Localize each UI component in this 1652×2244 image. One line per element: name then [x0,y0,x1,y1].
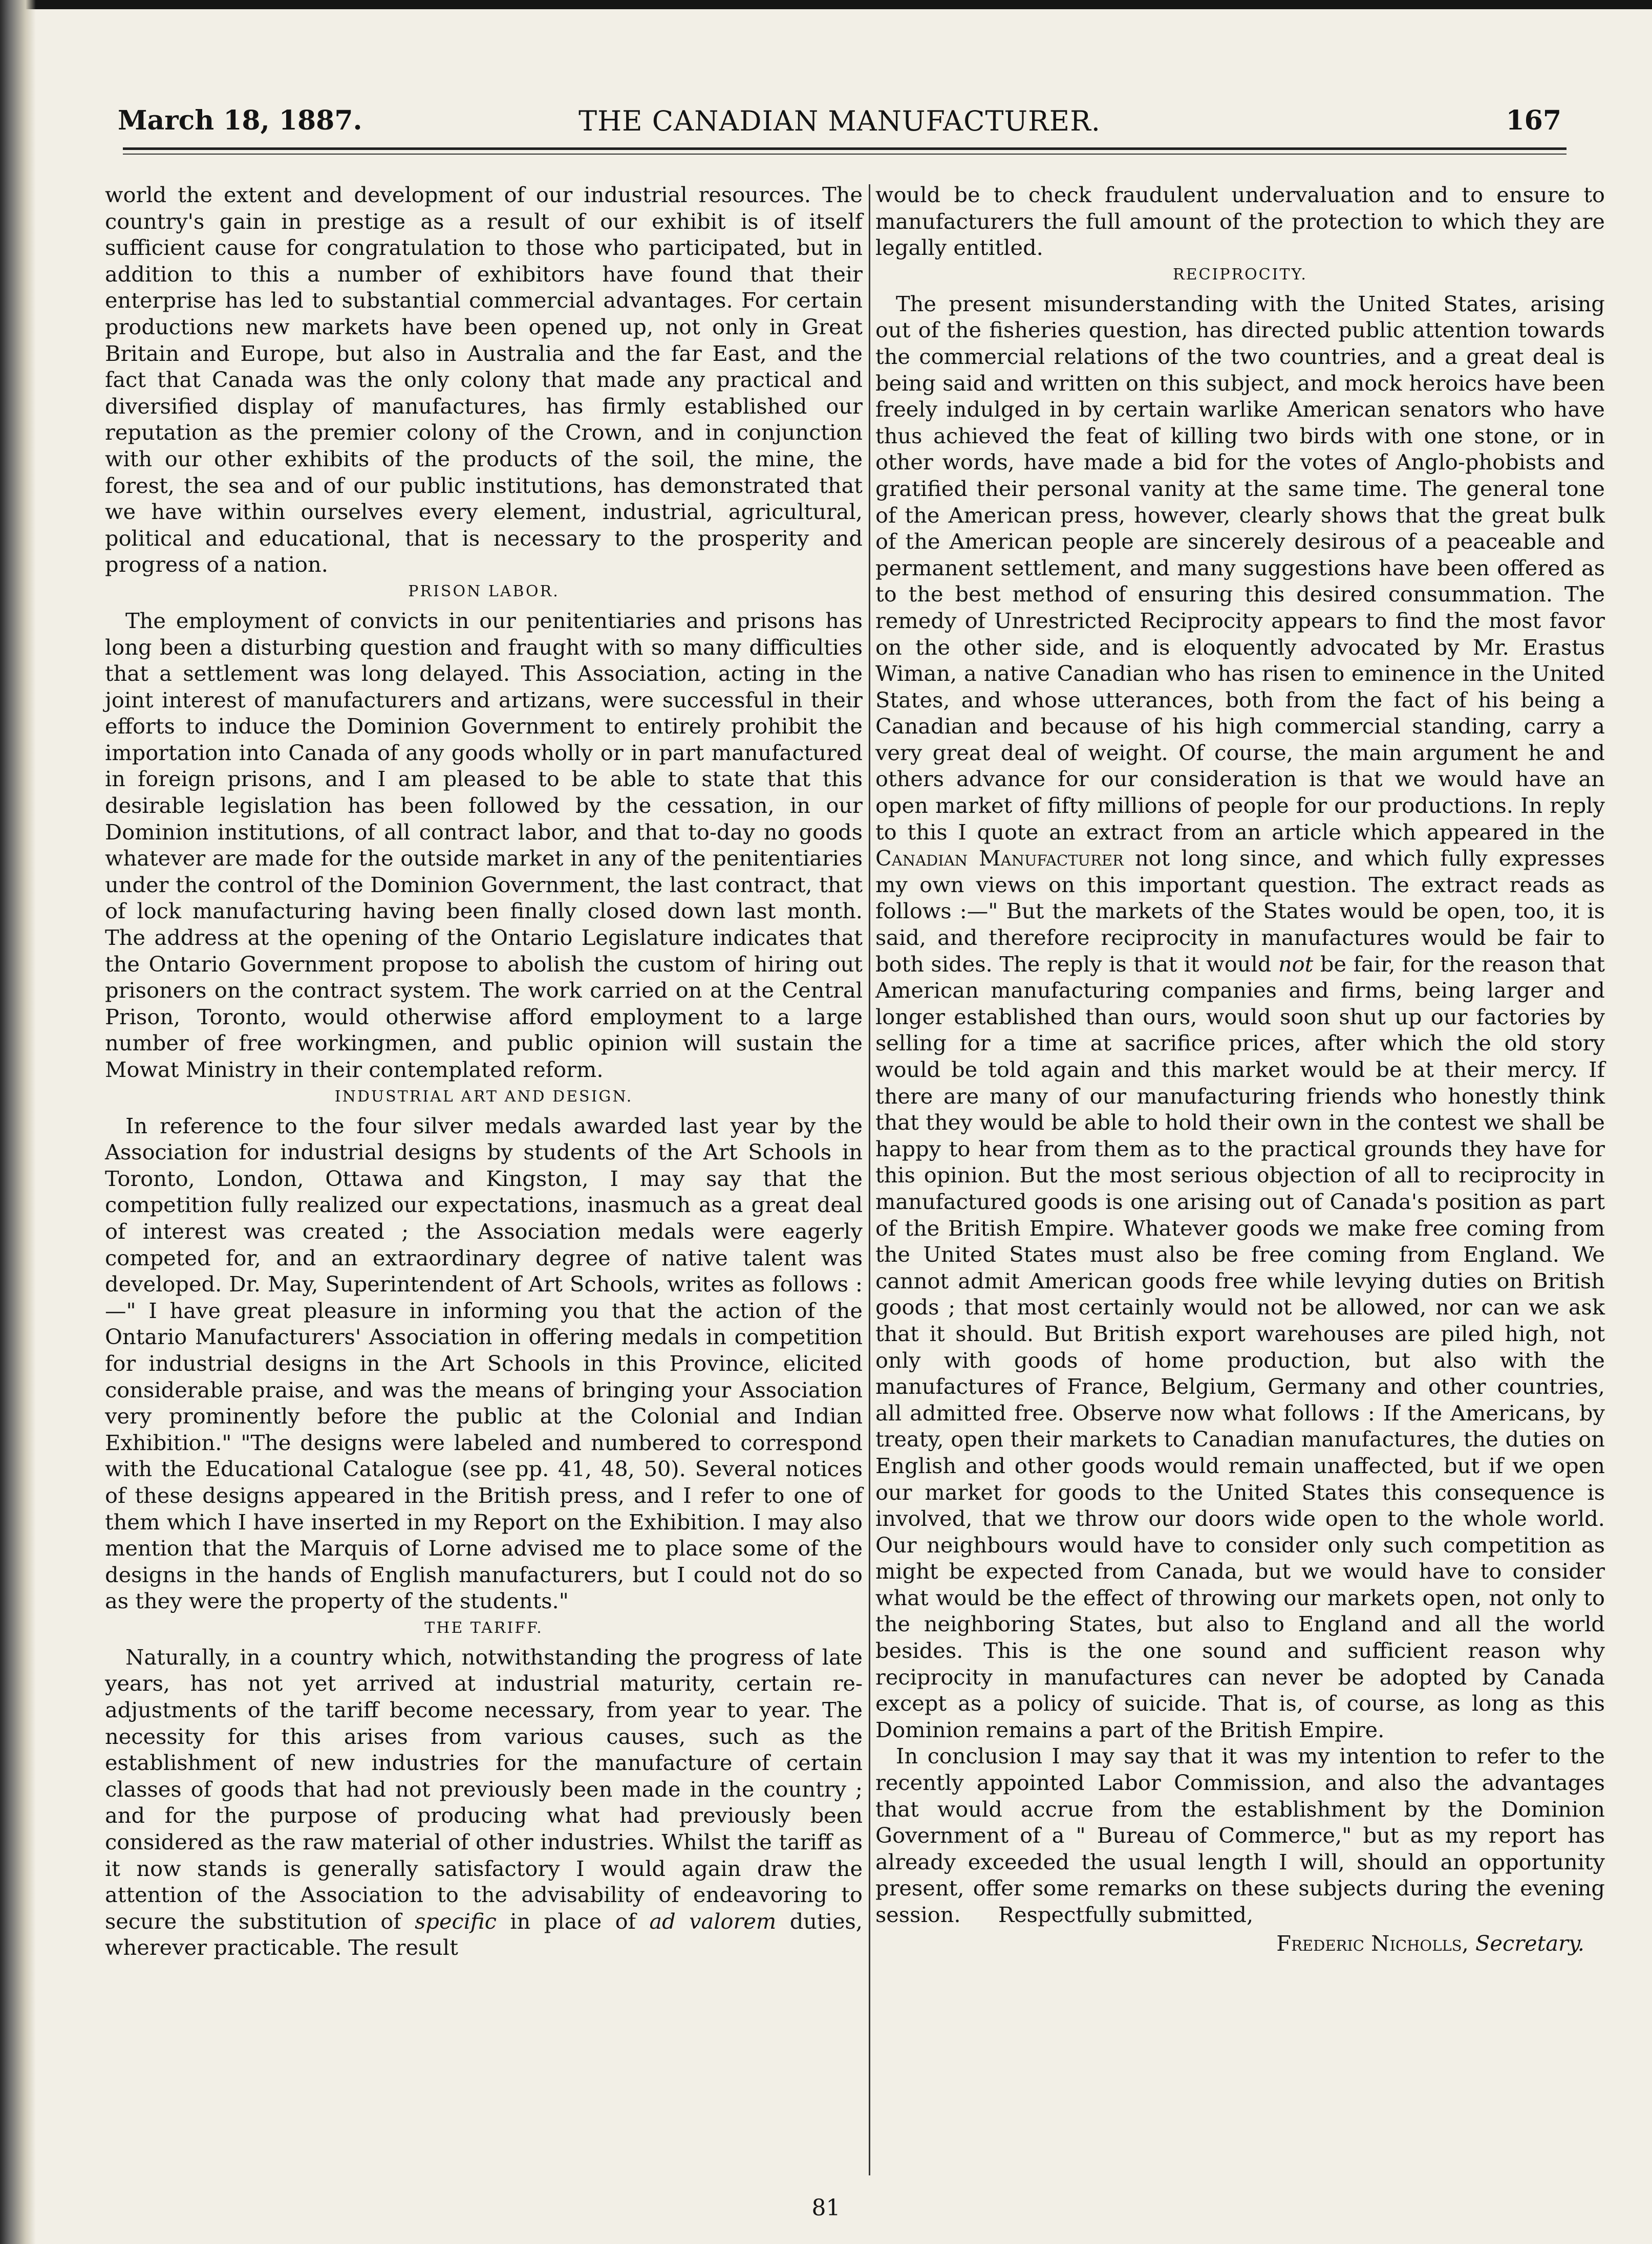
header-rule-thin [123,154,1567,155]
right-column [875,182,1605,1956]
section-heading-prison-labor: PRISON LABOR. [408,582,560,600]
paragraph-prison-labor: The employment of convicts in our penitentiaries and prisons has long been a disturbing question and fraught with so many difficulties that a settlement was long delayed. This Association, acting in the joint interest of manufacturers and artizans, were successful in their efforts to induce the Dominion Government to entirely prohibit the importation into Canada of any goods wholly or in part manufactured in foreign prisons, and I am pleased to be able to state that this desirable legislation has been followed by the cessation, in our Dominion institutions, of all contract labor, and that to-day no goods whatever are made for the outside market in any of the penitentiaries under the control of the Dominion Government, the last contract, that of lock manufacturing having been finally closed down last month. The address at the opening of the Ontario Legislature indicates that the Ontario Government propose to abolish the custom of hiring out prisoners on the contract system. The work carried on at the Central Prison, Toronto, would otherwise afford employment to a large number of free workingmen, and public opinion will sustain the Mowat Ministry in their contemplated reform. [105,608,863,1082]
paragraph-conclusion: In conclusion I may say that it was my intention to refer to the recently appointed Labor Commission, and also the advantages that would accrue from the establishment by the Dominion Government of a " Bureau of Commerce," but as my report has already exceeded the usual length I will, should an opportunity present, offer some remarks on these subjects during the evening session. Respectfully submitted, [875,1743,1605,1927]
section-heading-reciprocity: RECIPROCITY. [1173,265,1307,284]
signature: Frederic Nicholls, Secretary. [1276,1930,1584,1956]
scan-top-edge [0,0,1652,9]
paragraph-tariff: Naturally, in a country which, notwithstanding the progress of late years, has not yet arrived at industrial maturity, certain re-adjustments of the tariff become necessary, from year to year. The necessity for this arises from various causes, such as the establishment of new industries for the manufacture of certain classes of goods that had not previously been made in the country ; and for the purpose of producing what had previously been considered as the raw material of other industries. Whilst the tariff as it now stands is generally satisfactory I would again draw the attention of the Association to the advisability of endeavoring to secure the substitution of specific in place of ad valorem duties, wherever practicable. The result [105,1644,863,1960]
paragraph-industrial-art: In reference to the four silver medals awarded last year by the Association for industrial designs by students of the Art Schools in Toronto, London, Ottawa and Kingston, I may say that the competition fully realized our expectations, inasmuch as a great deal of interest was created ; the Association medals were eagerly competed for, and an extraordinary degree of native talent was developed. Dr. May, Superintendent of Art Schools, writes as follows :—" I have great pleasure in informing you that the action of the Ontario Manufacturers' Association in offering medals in competition for industrial designs in the Art Schools in this Province, elicited considerable praise, and was the means of bringing your Association very prominently before the public at the Colonial and Indian Exhibition." "The designs were labeled and numbered to correspond with the Educational Catalogue (see pp. 41, 48, 50). Several notices of these designs appeared in the British press, and I refer to one of them which I have inserted in my Report on the Exhibition. I may also mention that the Marquis of Lorne advised me to place some of the designs in the hands of English manufacturers, but I could not do so as they were the property of the students." [105,1113,863,1614]
paragraph-tariff-continued: would be to check fraudulent undervaluation and to ensure to manufacturers the full amount of the protection to which they are legally entitled. [875,182,1605,261]
section-heading-tariff: THE TARIFF. [424,1619,543,1637]
running-header [118,105,1561,146]
paragraph-reciprocity: The present misunderstanding with the United States, arising out of the fisheries question, has directed public attention towards the commercial relations of the two countries, and a great deal is being said and written on this subject, and mock heroics have been freely indulged in by certain warlike American senators who have thus achieved the feat of killing two birds with one stone, or in other words, have made a bid for the votes of Anglo-phobists and gratified their personal vanity at the same time. The general tone of the American press, however, clearly shows that the great bulk of the American people are sincerely desirous of a peaceable and permanent settlement, and many suggestions have been offered as to the best method of ensuring this desired consummation. The remedy of Unrestricted Reciprocity appears to find the most favor on the other side, and is eloquently advocated by Mr. Erastus Wiman, a native Canadian who has risen to eminence in the United States, and whose utterances, both from the fact of his being a Canadian and because of his high commercial standing, carry a very great deal of weight. Of course, the main argument he and others advance for our consideration is that we would have an open market of fifty millions of people for our productions. In reply to this I quote an extract from an article which appeared in the Canadian Manufacturer not long since, and which fully expresses my own views on this important question. The extract reads as follows :—" But the markets of the States would be open, too, it is said, and therefore reciprocity in manufactures would be fair to both sides. The reply is that it would not be fair, for the reason that American manufacturing companies and firms, being larger and longer established than ours, would soon shut up our factories by selling for a time at sacrifice prices, after which the old story would be told again and this market would be at their mercy. If there are many of our manufacturing friends who honestly think that they would be able to hold their own in the contest we shall be happy to hear from them as to the practical grounds they have for this opinion. But the most serious objection of all to reciprocity in manufactured goods is one arising out of Canada's position as part of the British Empire. Whatever goods we make free coming from the United States must also be free coming from England. We cannot admit American goods free while levying duties on British goods ; that most certainly would not be allowed, nor can we ask that it should. But British export warehouses are piled high, not only with goods of home production, but also with the manufactures of France, Belgium, Germany and other countries, all admitted free. Observe now what follows : If the Americans, by treaty, open their markets to Canadian manufactures, the duties on English and other goods would remain unaffected, but if we open our market for goods to the United States this consequence is involved, that we throw our doors wide open to the whole world. Our neighbours would have to consider only such competition as might be expected from Canada, but we would have to consider what would be the effect of throwing our markets open, not only to the neighboring States, but also to England and all the world besides. This is the one sound and sufficient reason why reciprocity in manufactures can never be adopted by Canada except as a policy of suicide. That is, of course, as long as this Dominion remains a part of the British Empire. [875,291,1605,1742]
journal-title: THE CANADIAN MANUFACTURER. [578,105,1101,137]
header-date: March 18, 1887. [118,105,362,136]
column-divider [869,184,870,2175]
folio-number: 81 [811,2195,841,2221]
page-number: 167 [1506,105,1561,136]
header-rule-thick [123,147,1567,150]
closing-line: Respectfully submitted, [998,1902,1254,1927]
section-heading-industrial-art: INDUSTRIAL ART AND DESIGN. [334,1087,633,1106]
paragraph-exhibition-conclusion: world the extent and development of our industrial resources. The country's gain in prestige as a result of our exhibit is of itself sufficient cause for congratulation to those who participated, but in addition to this a number of exhibitors have found that their enterprise has led to substantial commercial advantages. For certain productions new markets have been opened up, not only in Great Britain and Europe, but also in Australia and the far East, and the fact that Canada was the only colony that made any practical and diversified display of manufactures, has firmly established our reputation as the premier colony of the Crown, and in conjunction with our other exhibits of the products of the soil, the mine, the forest, the sea and of our public institutions, has demonstrated that we have within ourselves every element, industrial, agricultural, political and educational, that is necessary to the prosperity and progress of a nation. [105,182,863,577]
scan-binding-edge [0,0,36,2244]
left-column [105,182,863,1961]
